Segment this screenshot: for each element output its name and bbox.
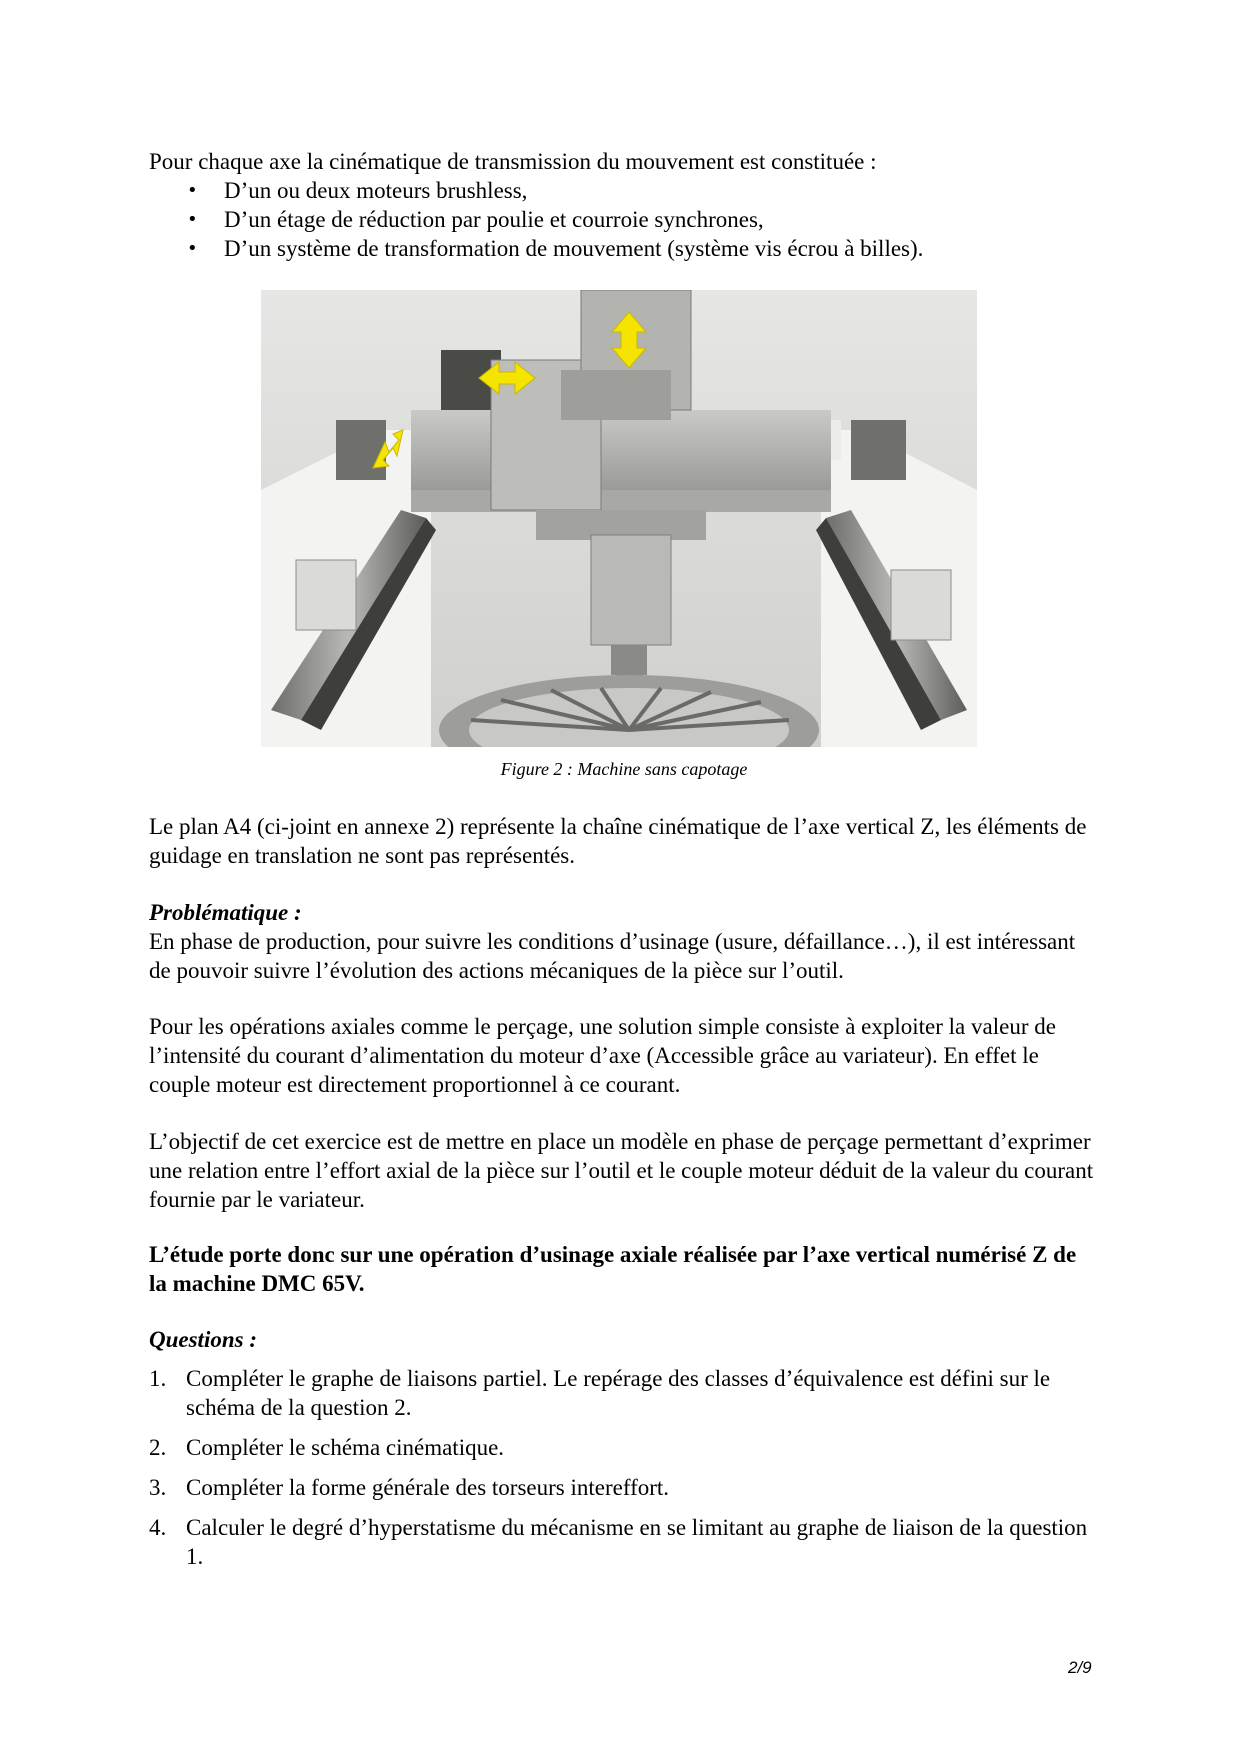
question-text: Compléter le graphe de liaisons partiel. Le repérage des classes d’équivalence est défini sur le schéma de la question 2. <box>186 1366 1051 1420</box>
question-item <box>149 1473 1099 1502</box>
intro-bullet-list <box>149 176 1099 263</box>
question-number: 4. <box>149 1515 167 1540</box>
plan-paragraph <box>149 812 1099 870</box>
question-number: 3. <box>149 1475 167 1500</box>
intro-lead: Pour chaque axe la cinématique de transmission du mouvement est constituée : <box>149 149 877 174</box>
objectif-paragraph <box>149 1127 1099 1214</box>
question-number: 2. <box>149 1435 167 1460</box>
etude-paragraph <box>149 1240 1099 1298</box>
etude-text: L’étude porte donc sur une opération d’usinage axiale réalisée par l’axe vertical numérisé Z de la machine DMC 65V. <box>149 1242 1077 1296</box>
questions-section <box>149 1325 1099 1582</box>
question-text: Compléter la forme générale des torseurs intereffort. <box>186 1475 670 1500</box>
objectif-text: L’objectif de cet exercice est de mettre en place un modèle en phase de perçage permettant d’exprimer une relation entre l’effort axial de la pièce sur l’outil et le couple moteur déduit de la valeur du courant fournie par le variateur. <box>149 1129 1094 1212</box>
plan-text: Le plan A4 (ci-joint en annexe 2) représente la chaîne cinématique de l’axe vertical Z, les éléments de guidage en translation ne sont pas représentés. <box>149 814 1087 868</box>
question-text: Compléter le schéma cinématique. <box>186 1435 505 1460</box>
machine-photo <box>261 290 977 747</box>
figure-caption: Figure 2 : Machine sans capotage <box>500 759 748 779</box>
page-number: 2/9 <box>1068 1658 1092 1677</box>
question-text: Calculer le degré d’hyperstatisme du mécanisme en se limitant au graphe de liaison de la question 1. <box>186 1515 1088 1569</box>
question-item <box>149 1513 1099 1571</box>
operations-paragraph <box>149 1012 1099 1099</box>
bullet-item: • D’un étage de réduction par poulie et courroie synchrones, <box>149 205 1099 234</box>
questions-heading: Questions : <box>149 1327 257 1352</box>
problematique-section <box>149 898 1099 985</box>
operations-text: Pour les opérations axiales comme le perçage, une solution simple consiste à exploiter la valeur de l’intensité du courant d’alimentation du moteur d’axe (Accessible grâce au variateur). En effet le couple moteur est directement proportionnel à ce courant. <box>149 1014 1056 1097</box>
machine-illustration <box>261 290 977 747</box>
intro-section <box>149 147 1099 263</box>
question-number: 1. <box>149 1366 167 1391</box>
problematique-text: En phase de production, pour suivre les conditions d’usinage (usure, défaillance…), il est intéressant de pouvoir suivre l’évolution des actions mécaniques de la pièce sur l’outil. <box>149 929 1076 983</box>
question-item <box>149 1433 1099 1462</box>
question-item <box>149 1364 1099 1422</box>
bullet-item: • D’un système de transformation de mouvement (système vis écrou à billes). <box>149 234 1099 263</box>
bullet-item: • D’un ou deux moteurs brushless, <box>149 176 1099 205</box>
problematique-heading: Problématique : <box>149 900 302 925</box>
questions-list <box>149 1364 1099 1571</box>
